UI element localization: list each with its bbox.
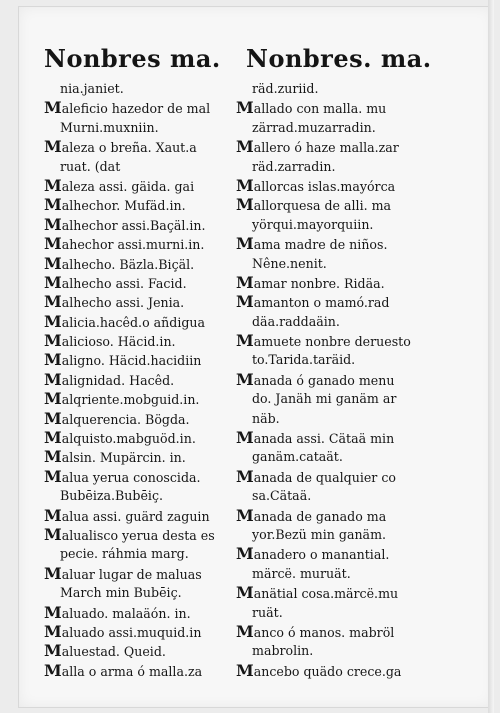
page-edge-shadow: [488, 0, 494, 713]
dictionary-line: [236, 622, 428, 641]
entry-text: mabrolin.: [252, 643, 314, 659]
entry-text: March min Bubēiç.: [60, 585, 182, 601]
dictionary-line: [236, 98, 428, 117]
entry-text: aluado assi.muquid.in: [61, 624, 202, 640]
entry-text: alhecho assi. Facid.: [61, 275, 187, 291]
entry-text: sa.Cätaä.: [252, 488, 312, 504]
initial-capital: M: [236, 292, 253, 312]
dictionary-line: [44, 215, 236, 234]
entry-text: allado con malla. mu: [253, 101, 387, 117]
entry-text: märcë. muruät.: [252, 565, 351, 581]
dictionary-line: [236, 641, 428, 660]
dictionary-line: [236, 506, 428, 525]
entry-text: alua yerua conoscida.: [61, 469, 201, 485]
dictionary-line: [44, 622, 236, 641]
initial-capital: M: [44, 214, 61, 234]
entry-text: alualisco yerua desta es: [61, 527, 215, 543]
entry-text: Bubēiza.Bubēiç.: [60, 488, 164, 504]
dictionary-line: [236, 428, 428, 447]
entry-text: zärrad.muzarradin.: [252, 119, 376, 135]
entry-text: allero ó haze malla.zar: [253, 140, 399, 156]
dictionary-line: [236, 661, 428, 680]
dictionary-line: [44, 370, 236, 389]
initial-capital: M: [44, 292, 61, 312]
right-column: [236, 79, 428, 680]
dictionary-line: [44, 331, 236, 350]
entry-text: alsin. Mupärcin. in.: [61, 450, 186, 466]
initial-capital: M: [44, 253, 61, 273]
initial-capital: M: [236, 272, 253, 292]
entry-text: ruät.: [252, 604, 283, 620]
entry-text: alicia.hacêd.o añdigua: [61, 314, 206, 330]
initial-capital: M: [44, 175, 61, 195]
dictionary-line: [44, 661, 236, 680]
dictionary-line: [236, 331, 428, 350]
initial-capital: M: [44, 331, 61, 351]
initial-capital: M: [236, 331, 253, 351]
initial-capital: M: [44, 195, 61, 215]
initial-capital: M: [236, 369, 253, 389]
initial-capital: M: [44, 505, 61, 525]
entry-text: alignidad. Hacêd.: [61, 372, 175, 388]
dictionary-line: [44, 79, 236, 98]
dictionary-line: [236, 350, 428, 369]
initial-capital: M: [236, 583, 253, 603]
initial-capital: M: [236, 137, 253, 157]
dictionary-line: [236, 195, 428, 214]
dictionary-line: [236, 447, 428, 466]
dictionary-line: [44, 254, 236, 273]
dictionary-line: [44, 641, 236, 660]
entry-text: aligno. Häcid.hacidiin: [61, 353, 202, 369]
dictionary-line: [236, 409, 428, 428]
initial-capital: M: [236, 428, 253, 448]
entry-text: aluado. malaäón. in.: [61, 605, 191, 621]
dictionary-line: [236, 564, 428, 583]
entry-text: anätial cosa.märcë.mu: [253, 586, 399, 602]
entry-text: anada de qualquier co: [253, 469, 396, 485]
dictionary-line: [44, 389, 236, 408]
initial-capital: M: [236, 175, 253, 195]
entry-text: näb.: [252, 410, 280, 426]
entry-text: anada ó ganado menu: [253, 372, 395, 388]
initial-capital: M: [44, 137, 61, 157]
dictionary-line: [44, 506, 236, 525]
entry-text: alhechor. Mufäd.in.: [61, 198, 186, 214]
entry-text: alquerencia. Bögda.: [61, 411, 190, 427]
dictionary-line: [44, 118, 236, 137]
entry-text: aleficio hazedor de mal: [61, 101, 211, 117]
dictionary-line: [236, 544, 428, 563]
initial-capital: M: [44, 389, 61, 409]
dictionary-line: [236, 603, 428, 622]
initial-capital: M: [44, 428, 61, 448]
initial-capital: M: [44, 602, 61, 622]
initial-capital: M: [44, 660, 61, 680]
dictionary-line: [44, 428, 236, 447]
entry-text: allorcas islas.mayórca: [253, 178, 396, 194]
initial-capital: M: [236, 505, 253, 525]
entry-text: to.Tarida.taräid.: [252, 352, 356, 368]
entry-text: ahechor assi.murni.in.: [61, 237, 205, 253]
initial-capital: M: [44, 466, 61, 486]
entry-text: pecie. ráhmia marg.: [60, 546, 189, 562]
entry-text: yörqui.mayorquiin.: [252, 216, 374, 232]
dictionary-line: [236, 118, 428, 137]
dictionary-line: [44, 350, 236, 369]
entry-text: do. Janäh mi ganäm ar: [252, 391, 397, 407]
entry-text: allorquesa de alli. ma: [253, 198, 392, 214]
dictionary-line: [44, 467, 236, 486]
dictionary-line: [44, 544, 236, 563]
entry-text: däa.raddaäin.: [252, 313, 340, 329]
dictionary-line: [44, 447, 236, 466]
dictionary-line: [44, 525, 236, 544]
entry-text: alhecho assi. Jenia.: [61, 295, 185, 311]
entry-text: nia.janiet.: [60, 81, 124, 96]
dictionary-line: [236, 176, 428, 195]
dictionary-line: [236, 467, 428, 486]
entry-text: aleza o breña. Xaut.a: [61, 140, 197, 156]
dictionary-line: [44, 273, 236, 292]
initial-capital: M: [44, 272, 61, 292]
dictionary-line: [236, 79, 428, 98]
right-running-header: Nonbres. ma.: [246, 44, 432, 73]
initial-capital: M: [236, 621, 253, 641]
initial-capital: M: [44, 524, 61, 544]
dictionary-line: [236, 157, 428, 176]
entry-text: yor.Bezü min ganäm.: [252, 526, 387, 542]
entry-text: alquisto.mabguöd.in.: [61, 431, 196, 447]
entry-text: amuete nonbre deruesto: [253, 334, 411, 350]
entry-text: anadero o manantial.: [253, 547, 390, 563]
entry-text: alhechor assi.Baçäl.in.: [61, 217, 206, 233]
dictionary-line: [236, 312, 428, 331]
left-column: [44, 79, 236, 680]
initial-capital: M: [236, 466, 253, 486]
entry-text: alicioso. Häcid.in.: [61, 334, 176, 350]
initial-capital: M: [44, 621, 61, 641]
entry-text: amanton o mamó.rad: [253, 295, 390, 311]
dictionary-line: [44, 603, 236, 622]
initial-capital: M: [44, 641, 61, 661]
dictionary-line: [44, 312, 236, 331]
dictionary-line: [44, 292, 236, 311]
entry-text: alqriente.mobguid.in.: [61, 392, 200, 408]
dictionary-line: [44, 176, 236, 195]
entry-text: ganäm.cataät.: [252, 449, 343, 465]
dictionary-line: [236, 273, 428, 292]
initial-capital: M: [44, 369, 61, 389]
dictionary-line: [236, 486, 428, 505]
entry-text: räd.zarradin.: [252, 158, 336, 174]
dictionary-line: [44, 564, 236, 583]
entry-text: aluar lugar de maluas: [61, 566, 202, 582]
dictionary-line: [44, 234, 236, 253]
dictionary-line: [236, 137, 428, 156]
left-running-header: Nonbres ma.: [44, 44, 221, 73]
initial-capital: M: [44, 98, 61, 118]
dictionary-line: [44, 409, 236, 428]
initial-capital: M: [236, 544, 253, 564]
entry-text: anco ó manos. mabröl: [253, 624, 395, 640]
entry-text: alhecho. Bäzla.Biçäl.: [61, 256, 195, 272]
dictionary-line: [236, 234, 428, 253]
entry-text: aluestad. Queid.: [61, 644, 166, 660]
dictionary-line: [44, 137, 236, 156]
entry-text: aleza assi. gäida. gai: [61, 178, 195, 194]
dictionary-line: [236, 389, 428, 408]
dictionary-line: [44, 486, 236, 505]
entry-text: alua assi. guärd zaguin: [61, 508, 210, 524]
dictionary-line: [44, 98, 236, 117]
initial-capital: M: [44, 350, 61, 370]
initial-capital: M: [236, 98, 253, 118]
dictionary-line: [44, 583, 236, 602]
entry-text: ancebo quädo crece.ga: [253, 663, 402, 679]
entry-text: Murni.muxniin.: [60, 119, 159, 135]
entry-text: Nêne.nenit.: [252, 255, 327, 271]
dictionary-line: [236, 525, 428, 544]
initial-capital: M: [44, 234, 61, 254]
dictionary-line: [236, 370, 428, 389]
dictionary-line: [236, 292, 428, 311]
initial-capital: M: [236, 660, 253, 680]
entry-text: alla o arma ó malla.za: [61, 663, 203, 679]
initial-capital: M: [236, 234, 253, 254]
dictionary-line: [236, 254, 428, 273]
entry-text: ama madre de niños.: [253, 237, 388, 253]
entry-text: ruat. (dat: [60, 158, 121, 174]
entry-text: anada assi. Cätaä min: [253, 431, 395, 447]
entry-text: anada de ganado ma: [253, 508, 387, 524]
initial-capital: M: [236, 195, 253, 215]
initial-capital: M: [44, 447, 61, 467]
dictionary-line: [44, 157, 236, 176]
dictionary-line: [236, 215, 428, 234]
initial-capital: M: [44, 311, 61, 331]
dictionary-line: [236, 583, 428, 602]
entry-text: amar nonbre. Ridäa.: [253, 275, 385, 291]
initial-capital: M: [44, 563, 61, 583]
dictionary-line: [44, 195, 236, 214]
initial-capital: M: [44, 408, 61, 428]
entry-text: räd.zuriid.: [252, 81, 319, 96]
